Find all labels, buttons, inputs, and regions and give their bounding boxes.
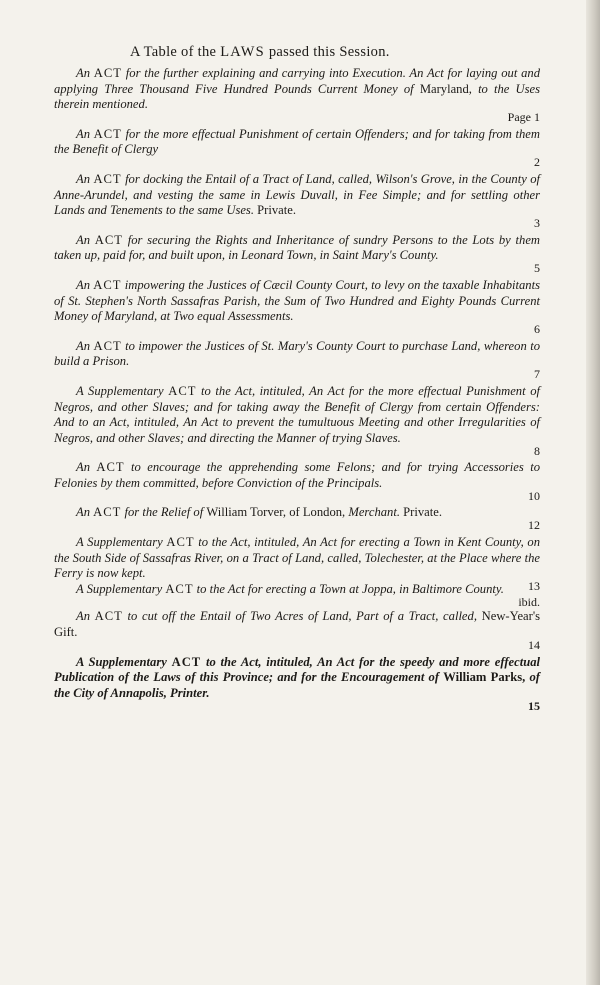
- entry-prefix: An: [76, 505, 90, 520]
- entry-text: for the more effectual Punishment of certain Offenders; and for taking from them the Benefit of Clergy: [54, 126, 540, 157]
- header-prefix: A Table of the: [130, 44, 217, 60]
- page-number: 14: [528, 638, 540, 653]
- page-number: 2: [534, 155, 540, 170]
- entry-tail: Merchant.: [348, 505, 400, 520]
- entry-prefix: An: [76, 126, 90, 141]
- page-number: 13: [528, 579, 540, 594]
- law-entry: [54, 277, 541, 337]
- entry-roman: Maryland,: [419, 81, 472, 96]
- entry-act: ACT: [96, 460, 125, 475]
- entry-text: impowering the Justices of Cæcil County Court, to levy on the taxable Inhabitants of St. Stephen's North Sassafras Parish, the Sum of Two Hundred and Eighty Pounds Current Money of Maryland, at Two equal Assessments.: [54, 277, 541, 324]
- entry-act: ACT: [93, 171, 122, 186]
- entry-text: to the Act, intituled, An Act for the more effectual Punishment of Negros, and other Slaves; and for taking away the Benefit of Clergy from certain Offenders: And to an Act, intituled, An Act to prevent the tumultuous Meeting and other Irregularities of Negros, and other Slaves; and directing the Manner of trying Slaves.: [54, 383, 540, 445]
- page-header: [130, 44, 510, 61]
- page-number: 15: [528, 698, 540, 713]
- law-entry: [54, 171, 541, 231]
- header-suffix: passed this Session.: [268, 44, 390, 60]
- law-entry: [54, 609, 541, 653]
- page-number: 7: [534, 367, 540, 382]
- entry-text: to the Act, intituled, An Act for erecting a Town in Kent County, on the South Side of Sassafras River, on a Tract of Land, called, Tolechester, at the Place where the Ferry is now kept.: [54, 535, 540, 581]
- entry-prefix: A Supplementary: [76, 654, 167, 669]
- page-number: 8: [534, 443, 540, 458]
- entry-text: to the Act for erecting a Town at Joppa, in Baltimore County.: [196, 581, 504, 596]
- entry-text: for securing the Rights and Inheritance of sundry Persons to the Lots by them taken up, paid for, and built upon, in Leonard Town, in Saint Mary's County.: [54, 232, 541, 263]
- law-entry: [54, 581, 540, 609]
- entry-act: ACT: [94, 232, 123, 247]
- entry-act: ACT: [166, 535, 195, 550]
- entry-text: to encourage the apprehending some Felons; and for trying Accessories to Felonies by them committed, before Conviction of the Principals.: [54, 460, 540, 490]
- law-entry: [54, 460, 540, 503]
- page-number: Page 1: [507, 110, 540, 125]
- law-entry: [54, 654, 540, 713]
- entry-roman: New-Year's Gift.: [54, 609, 541, 640]
- entry-prefix: An: [76, 609, 90, 624]
- entry-text: for docking the Entail of a Tract of Land, called, Wilson's Grove, in the County of Anne-Arundel, and vesting the same in Lewis Duvall, in Fee Simple; and for settling other Lands and Tenements to the same Uses.: [54, 171, 541, 218]
- page-number: 12: [528, 518, 540, 533]
- entry-text: to the Act, intituled, An Act for the speedy and more effectual Publication of the Laws of this Province; and for the Encouragement of: [54, 654, 540, 685]
- law-entry: [54, 126, 540, 170]
- page-number: 3: [534, 216, 540, 231]
- header-caps: LAWS: [220, 44, 265, 60]
- law-entry: [54, 66, 541, 125]
- law-entry: [54, 505, 540, 533]
- entry-prefix: A Supplementary: [76, 581, 163, 596]
- entry-text: to cut off the Entail of Two Acres of Land, Part of a Tract, called,: [127, 609, 477, 624]
- entry-act: ACT: [165, 581, 194, 596]
- entry-prefix: An: [76, 338, 90, 353]
- page-number: 6: [534, 322, 540, 337]
- entry-act: ACT: [171, 654, 202, 669]
- entry-act: ACT: [93, 338, 122, 353]
- law-entry: [54, 232, 541, 276]
- entry-roman: William Parks,: [443, 670, 526, 685]
- entry-text: to impower the Justices of St. Mary's County Court to purchase Land, whereon to build a Prison.: [54, 338, 541, 369]
- laws-table: [54, 66, 541, 713]
- entry-prefix: An: [76, 277, 90, 292]
- entry-act: ACT: [168, 383, 197, 398]
- entry-tail: of the City of Annapolis, Printer.: [54, 670, 540, 700]
- entry-prefix: An: [76, 460, 90, 475]
- entry-tail: to the Uses therein mentioned.: [54, 81, 540, 112]
- page-edge: [586, 0, 600, 985]
- entry-act: ACT: [93, 277, 122, 292]
- entry-act: ACT: [93, 66, 122, 80]
- entry-prefix: A Supplementary: [76, 535, 163, 550]
- page-number: 5: [534, 261, 540, 276]
- entry-text: for the further explaining and carrying into Execution. An Act for laying out and applying Three Thousand Five Hundred Pounds Current Money of: [54, 66, 541, 96]
- entry-roman: William Torver, of London,: [206, 505, 346, 520]
- law-entry: [54, 383, 540, 458]
- entry-prefix: An: [76, 232, 90, 247]
- entry-prefix: An: [76, 66, 90, 80]
- page-number: 10: [528, 488, 540, 503]
- page-number: ibid.: [518, 594, 540, 609]
- entry-act: ACT: [93, 505, 122, 520]
- entry-act: ACT: [93, 126, 122, 141]
- law-entry: [54, 338, 541, 382]
- entry-private: Private.: [403, 505, 442, 520]
- entry-prefix: An: [76, 171, 90, 186]
- entry-prefix: A Supplementary: [76, 383, 164, 398]
- entry-text: for the Relief of: [124, 505, 204, 520]
- entry-roman: Private.: [257, 203, 296, 218]
- entry-act: ACT: [94, 609, 123, 624]
